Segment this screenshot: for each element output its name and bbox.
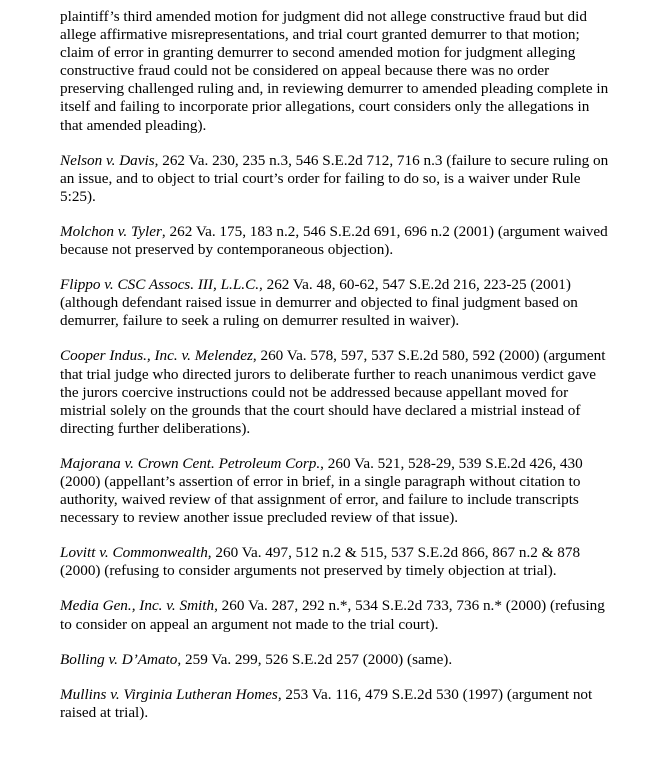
document-page <box>60 8 612 739</box>
citation-text: , 262 Va. 175, 183 n.2, 546 S.E.2d 691, 696 n.2 (2001) (argument waived because not preserved by contemporaneous objection). <box>60 222 608 259</box>
citation-text: , 260 Va. 497, 512 n.2 & 515, 537 S.E.2d 866, 867 n.2 & 878 (2000) (refusing to consider arguments not preserved by timely objection at trial). <box>60 544 581 580</box>
citation-paragraph <box>60 597 612 633</box>
case-name: Bolling v. D’Amato <box>60 650 178 668</box>
case-name: Molchon v. Tyler <box>60 222 162 240</box>
citation-paragraph <box>60 651 612 669</box>
case-name: Lovitt v. Commonwealth <box>60 544 208 562</box>
citation-text: , 253 Va. 116, 479 S.E.2d 530 (1997) (argument not raised at trial). <box>60 685 593 721</box>
citation-text: , 262 Va. 48, 60-62, 547 S.E.2d 216, 223-25 (2001) (although defendant raised issue in demurrer and objected to final judgment based on demurrer, failure to seek a ruling on demurrer resulted in waiver). <box>60 276 578 330</box>
case-name: Nelson v. Davis <box>60 151 155 169</box>
citation-paragraph <box>60 347 612 437</box>
citation-paragraph <box>60 152 612 206</box>
case-name: Majorana v. Crown Cent. Petroleum Corp. <box>60 454 321 472</box>
case-name: Mullins v. Virginia Lutheran Homes <box>60 685 278 703</box>
citation-paragraph <box>60 276 612 330</box>
case-name: Flippo v. CSC Assocs. III, L.L.C. <box>60 276 259 294</box>
citation-text: , 262 Va. 230, 235 n.3, 546 S.E.2d 712, 716 n.3 (failure to secure ruling on an issue, and to object to trial court’s order for failing to do so, is a waiver under Rule 5:25). <box>60 151 609 205</box>
citation-paragraph <box>60 223 612 259</box>
citation-paragraph <box>60 455 612 527</box>
citation-text: , 259 Va. 299, 526 S.E.2d 257 (2000) (same). <box>177 650 453 668</box>
citation-paragraph <box>60 686 612 722</box>
citation-paragraph <box>60 544 612 580</box>
citation-text: , 260 Va. 578, 597, 537 S.E.2d 580, 592 (2000) (argument that trial judge who directed jurors to deliberate further to reach unanimous verdict gave the jurors coercive instructions could not be addressed because appellant moved for mistrial solely on the grounds that the court should have declared a mistrial instead of directing further deliberations). <box>60 347 606 437</box>
citation-text: , 260 Va. 521, 528-29, 539 S.E.2d 426, 430 (2000) (appellant’s assertion of error in brief, in a single paragraph without citation to authority, waived review of that assignment of error, and failure to include transcripts necessary to review another issue precluded review of that issue). <box>60 454 583 527</box>
case-name: Media Gen., Inc. v. Smith <box>60 597 215 615</box>
continuation-paragraph: plaintiff’s third amended motion for judgment did not allege constructive fraud but did allege affirmative misrepresentations, and trial court granted demurrer to that motion; claim of error in granting demurrer to second amended motion for judgment alleging constructive fraud could not be considered on appeal because there was no order preserving challenged ruling and, in reviewing demurrer to amended pleading complete in itself and failing to incorporate prior allegations, court considers only the allegations in that amended pleading). <box>60 8 609 134</box>
citation-text: , 260 Va. 287, 292 n.*, 534 S.E.2d 733, 736 n.* (2000) (refusing to consider on appeal an argument not made to the trial court). <box>60 597 605 633</box>
case-name: Cooper Indus., Inc. v. Melendez <box>60 347 253 365</box>
